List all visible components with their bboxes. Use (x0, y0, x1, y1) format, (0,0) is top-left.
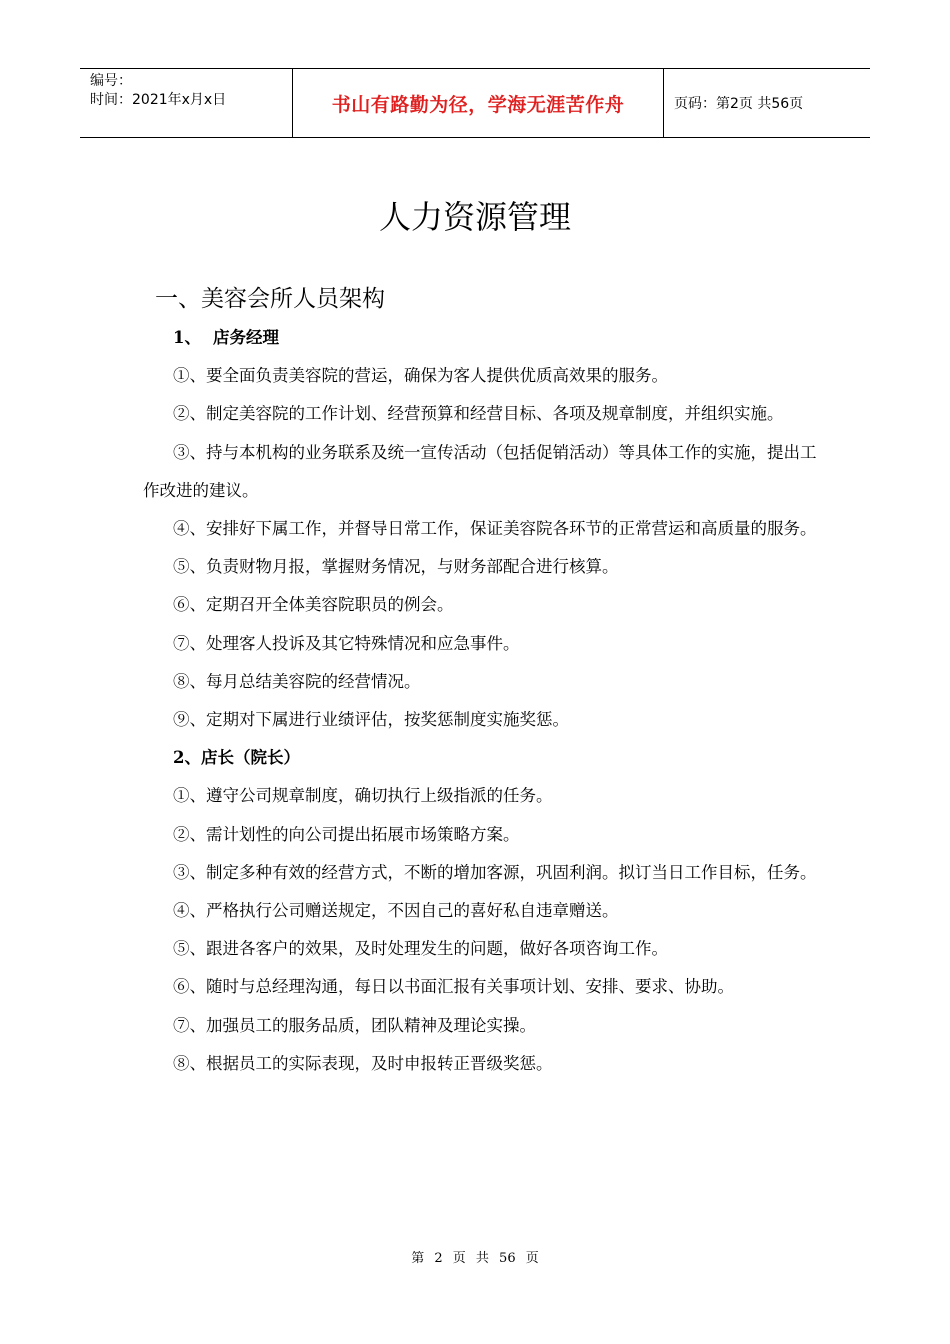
paragraph: ⑤、负责财物月报，掌握财务情况，与财务部配合进行核算。 (173, 557, 619, 577)
paragraph: ④、安排好下属工作，并督导日常工作，保证美容院各环节的正常营运和高质量的服务。 (173, 519, 817, 539)
header-meta (80, 69, 293, 137)
paragraph: ③、制定多种有效的经营方式，不断的增加客源，巩固利润。拟订当日工作目标，任务。 (173, 862, 817, 882)
paragraph: ①、遵守公司规章制度，确切执行上级指派的任务。 (173, 786, 553, 806)
subsection-heading-store-manager (143, 319, 823, 357)
document-title: 人力资源管理 (378, 198, 571, 236)
subsection-heading-shop-director: 2、店长（院长） (173, 748, 300, 768)
time-label: 时间：2021年x月x日 (90, 92, 227, 108)
paragraph: ①、要全面负责美容院的营运，确保为客人提供优质高效果的服务。 (173, 366, 668, 386)
subsection-label: 店务经理 (213, 328, 279, 347)
paragraph: ⑦、加强员工的服务品质，团队精神及理论实操。 (173, 1015, 536, 1035)
paragraph: ⑦、处理客人投诉及其它特殊情况和应急事件。 (173, 633, 520, 653)
paragraph: ⑧、根据员工的实际表现，及时申报转正晋级奖惩。 (173, 1053, 553, 1073)
paragraph: ②、需计划性的向公司提出拓展市场策略方案。 (173, 824, 520, 844)
header-page-info: 页码：第2页 共56页 (674, 96, 804, 112)
paragraph: ③、持与本机构的业务联系及统一宣传活动（包括促销活动）等具体工作的实施，提出工作改进的建议。 (143, 442, 817, 500)
document-body (143, 319, 823, 1083)
paragraph: ⑥、定期召开全体美容院职员的例会。 (173, 595, 454, 615)
section-heading: 一、美容会所人员架构 (155, 286, 385, 312)
page-footer: 第 2 页 共 56 页 (411, 1251, 539, 1266)
page-header (80, 68, 870, 138)
paragraph: ⑥、随时与总经理沟通，每日以书面汇报有关事项计划、安排、要求、协助。 (173, 977, 734, 997)
subsection-number: 1、 (173, 328, 201, 347)
number-label: 编号： (90, 73, 132, 89)
header-motto: 书山有路勤为径，学海无涯苦作舟 (293, 69, 664, 137)
paragraph: ⑨、定期对下属进行业绩评估，按奖惩制度实施奖惩。 (173, 710, 569, 730)
paragraph: ⑤、跟进各客户的效果，及时处理发生的问题，做好各项咨询工作。 (173, 939, 668, 959)
paragraph: ④、严格执行公司赠送规定，不因自己的喜好私自违章赠送。 (173, 901, 619, 921)
paragraph: ②、制定美容院的工作计划、经营预算和经营目标、各项及规章制度，并组织实施。 (173, 404, 784, 424)
paragraph: ⑧、每月总结美容院的经营情况。 (173, 671, 421, 691)
